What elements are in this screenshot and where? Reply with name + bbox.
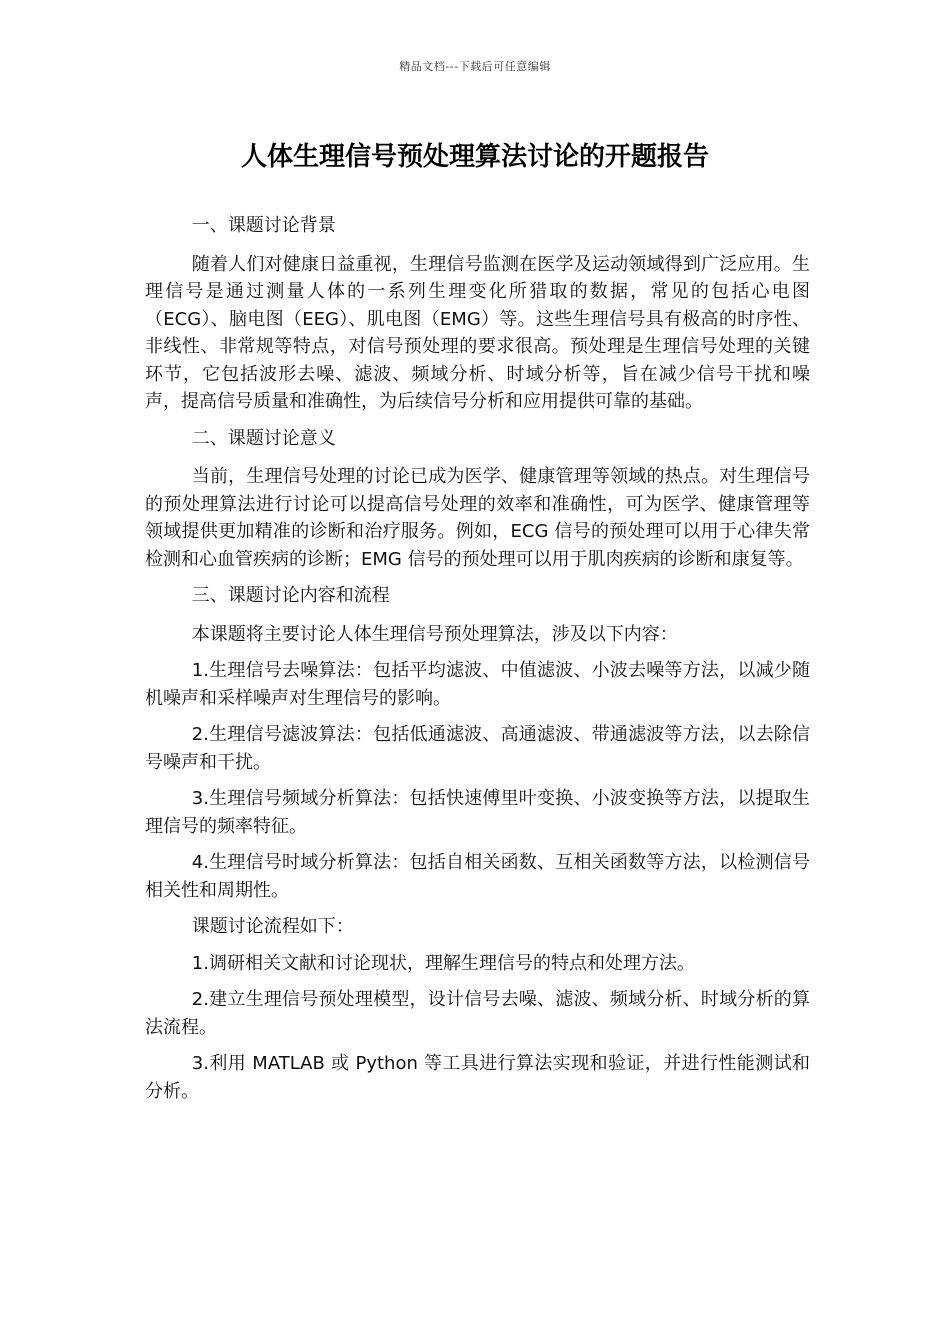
section-heading-content: 三、课题讨论内容和流程	[191, 585, 390, 606]
list-item-time: 4.生理信号时域分析算法：包括自相关函数、互相关函数等方法，以检测信号相关性和周期性。	[145, 852, 810, 901]
process-step-3: 3.利用 MATLAB 或 Python 等工具进行算法实现和验证，并进行性能测试和分析。	[145, 1053, 810, 1102]
process-step-1: 1.调研相关文献和讨论现状，理解生理信号的特点和处理方法。	[191, 952, 695, 974]
section-heading-significance: 二、课题讨论意义	[191, 427, 336, 449]
section-heading-background: 一、课题讨论背景	[191, 215, 336, 236]
list-item-filter: 2.生理信号滤波算法：包括低通滤波、高通滤波、带通滤波等方法，以去除信号噪声和干扰。	[145, 724, 810, 773]
paragraph-significance: 当前，生理信号处理的讨论已成为医学、健康管理等领域的热点。对生理信号的预处理算法进行讨论可以提高信号处理的效率和准确性，可为医学、健康管理等领域提供更加精准的诊断和治疗服务。例如，ECG 信号的预处理可以用于心律失常检测和心血管疾病的诊断；EMG 信号的预处理可以用于肌肉疾病的诊断和康复等。	[145, 466, 810, 570]
document-body	[145, 212, 810, 1114]
header-note: 精品文档---下载后可任意编辑	[399, 60, 551, 73]
list-item-frequency: 3.生理信号频域分析算法：包括快速傅里叶变换、小波变换等方法，以提取生理信号的频率特征。	[145, 788, 810, 837]
document-title: 人体生理信号预处理算法讨论的开题报告	[240, 142, 709, 172]
paragraph-process-intro: 课题讨论流程如下：	[191, 916, 354, 937]
process-step-2: 2.建立生理信号预处理模型，设计信号去噪、滤波、频域分析、时域分析的算法流程。	[145, 989, 810, 1038]
paragraph-content-intro: 本课题将主要讨论人体生理信号预处理算法，涉及以下内容：	[191, 623, 678, 645]
list-item-denoise: 1.生理信号去噪算法：包括平均滤波、中值滤波、小波去噪等方法，以减少随机噪声和采样噪声对生理信号的影响。	[145, 660, 810, 709]
paragraph-background: 随着人们对健康日益重视，生理信号监测在医学及运动领域得到广泛应用。生理信号是通过测量人体的一系列生理变化所猎取的数据，常见的包括心电图（ECG）、脑电图（EEG）、肌电图（EMG）等。这些生理信号具有极高的时序性、非线性、非常规等特点，对信号预处理的要求很高。预处理是生理信号处理的关键环节，它包括波形去噪、滤波、频域分析、时域分析等，旨在减少信号干扰和噪声，提高信号质量和准确性，为后续信号分析和应用提供可靠的基础。	[145, 253, 810, 412]
